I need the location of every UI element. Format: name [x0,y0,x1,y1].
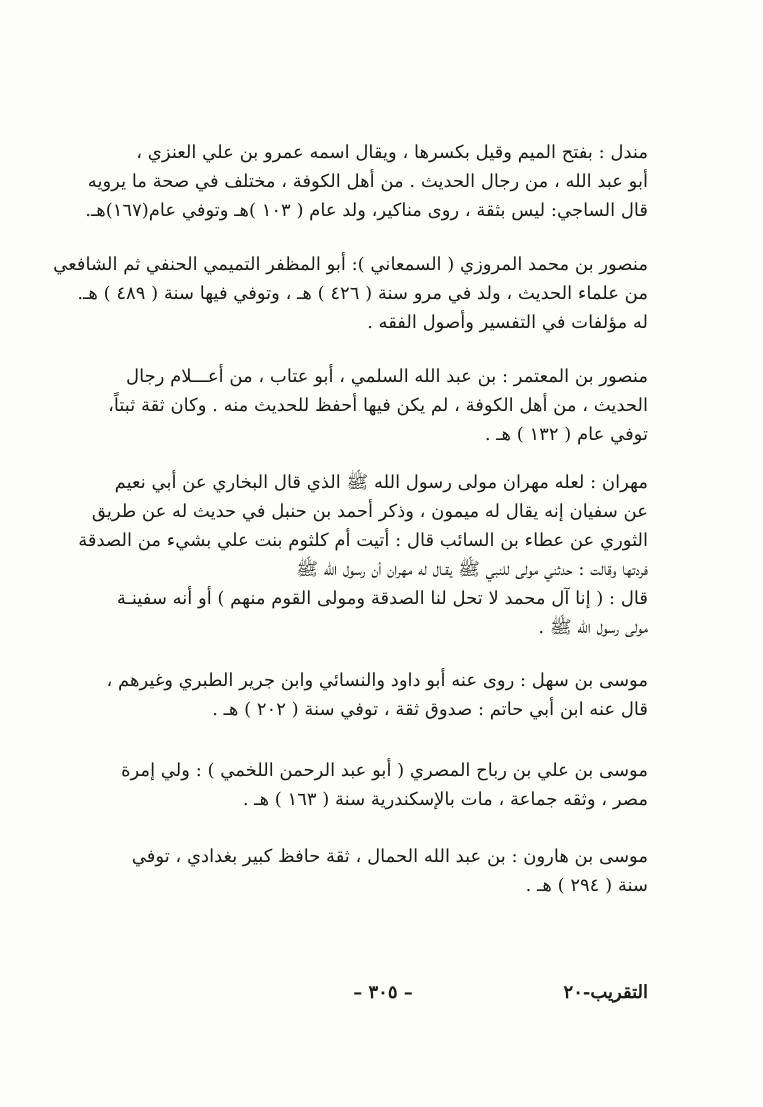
entry-line: من علماء الحديث ، ولد في مرو سنة ( ٤٢٦ ) هـ ، وتوفي فيها سنة ( ٤٨٩ ) هـ. [77,283,648,304]
page-footer [118,982,648,1012]
entry-line: مهران : لعله مهران مولى رسول الله ﷺ الذي قال البخاري عن أبي نعيم [114,472,648,493]
entry-line: منصور بن محمد المروزي ( السمعاني ): أبو المظفر التميمي الحنفي ثم الشافعي [53,254,648,275]
entry-line: قال الساجي: ليس بثقة ، روى مناكير، ولد عام ( ١٠٣ )هـ وتوفي عام(١٦٧)هـ. [85,200,648,221]
page-number: – ٣٠٥ – [353,982,413,1003]
entry-mandal [85,138,648,225]
entry-line: فردتها وقالت : حدثني مولى للنبي ﷺ يقـال له مهران أن رسول الله ﷺ [296,559,648,580]
entry-musa-ali-rabah [118,756,648,814]
entry-line: عن سفيان إنه يقال له ميمون ، وذكر أحمد بن حنبل في حديث له عن طريق [91,501,648,522]
entry-mansur-mutamir [108,362,648,449]
entry-line: سنة ( ٢٩٤ ) هـ . [525,875,648,896]
entry-mihran [78,468,648,642]
entry-line: الحديث ، من أهل الكوفة ، لم يكن فيها أحفظ للحديث منه . وكان ثقة ثبتاً، [108,395,648,416]
entry-line: قال عنه ابن أبي حاتم : صدوق ثقة ، توفي سنة ( ٢٠٢ ) هـ . [212,699,648,720]
entry-line: مندل : بفتح الميم وقيل بكسرها ، ويقال اسمه عمرو بن علي العنزي ، [136,142,648,163]
entry-line: أبو عبد الله ، من رجال الحديث . من أهل الكوفة ، مختلف في صحة ما يرويه [87,171,648,192]
entry-musa-harun [118,842,648,900]
entry-line: موسى بن علي بن رباح المصري ( أبو عبد الرحمن اللخمي ) : ولي إمرة [121,760,648,781]
entry-line: منصور بن المعتمر : بن عبد الله السلمي ، أبو عتاب ، من أعـــلام رجال [126,366,648,387]
book-signature-marker: التقريب-٢٠ [563,982,648,1003]
entry-line: توفي عام ( ١٣٢ ) هـ . [484,424,648,445]
entry-line: له مؤلفات في التفسير وأصول الفقه . [367,312,648,333]
entry-line: موسى بن هارون : بن عبد الله الحمال ، ثقة حافظ كبير بغدادي ، توفي [131,846,648,867]
entry-line: موسى بن سهل : روى عنه أبو داود والنسائي وابن جرير الطبري وغيرهم ، [106,670,648,691]
entry-line: الثوري عن عطاء بن السائب قال : أتيت أم كلثوم بنت علي بشيء من الصدقة [78,530,648,551]
entry-line: مصر ، وثقه جماعة ، مات بالإسكندرية سنة ( ١٦٣ ) هـ . [242,789,648,810]
entry-mansur-marwazi [53,250,648,337]
entry-line: قال : ( إنا آل محمد لا تحل لنا الصدقة ومولى القوم منهم ) أو أنه سفينـة [116,588,648,609]
entry-line: مولى رسول الله ﷺ . [538,617,648,638]
entry-musa-sahl [106,666,648,724]
